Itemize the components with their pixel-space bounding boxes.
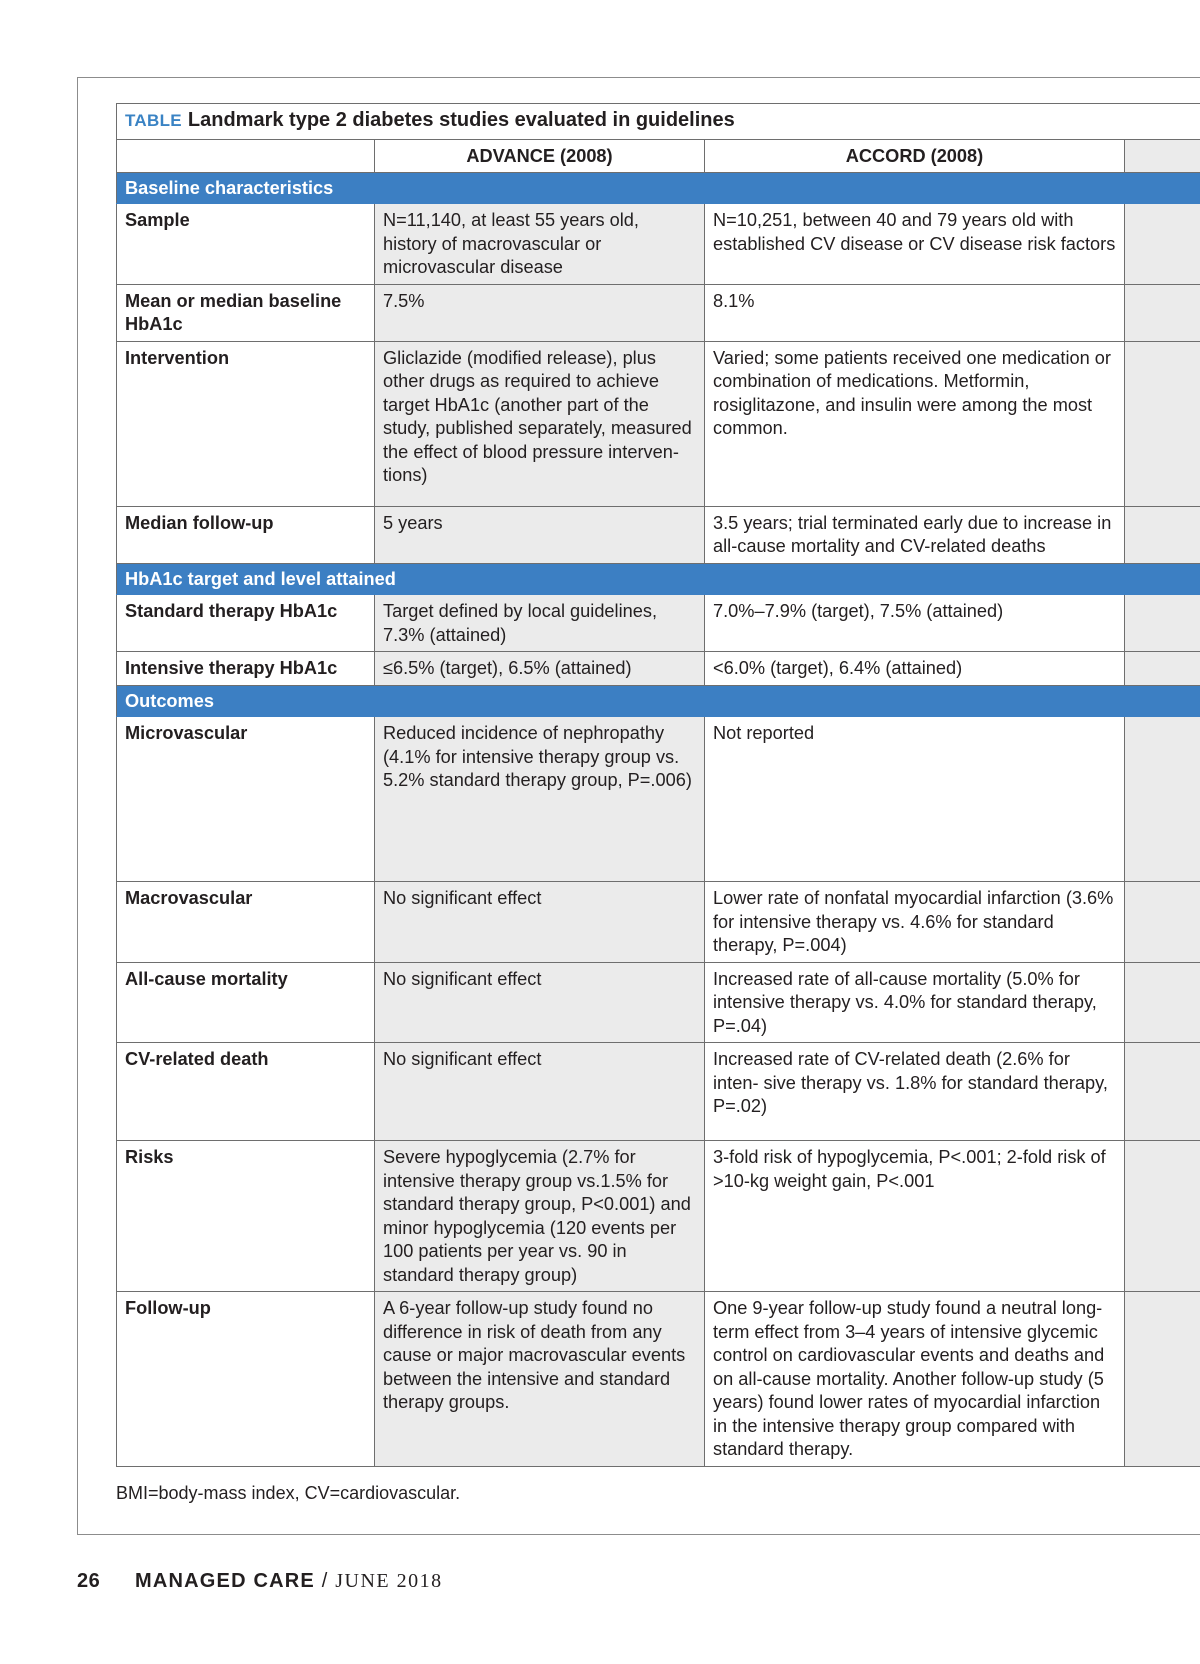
section-row — [117, 685, 1200, 717]
table-row — [117, 1141, 1200, 1292]
table-title-row — [117, 104, 1200, 140]
advance-cell: Target defined by local guidelines, 7.3% (attained) — [375, 595, 705, 652]
advance-cell: 5 years — [375, 506, 705, 563]
table-row — [117, 652, 1200, 686]
advance-cell: No significant effect — [375, 962, 705, 1043]
advance-cell: 7.5% — [375, 284, 705, 341]
table-footnote: BMI=body-mass index, CV=cardiovascular. — [116, 1483, 461, 1503]
extra-column-cell — [1125, 595, 1200, 652]
row-label: Intensive therapy HbA1c — [117, 652, 375, 686]
table-row — [117, 506, 1200, 563]
table-label: TABLE — [125, 111, 182, 130]
table-row — [117, 1043, 1200, 1141]
accord-cell: 8.1% — [705, 284, 1125, 341]
accord-cell: N=10,251, between 40 and 79 years old with established CV disease or CV disease risk factors — [705, 204, 1125, 285]
row-label: Macrovascular — [117, 882, 375, 963]
diabetes-studies-table — [116, 103, 1200, 1467]
table-row — [117, 204, 1200, 285]
table-row — [117, 341, 1200, 506]
column-header-advance: ADVANCE (2008) — [375, 140, 705, 173]
table-row — [117, 962, 1200, 1043]
advance-cell: Gliclazide (modified release), plus other drugs as required to achieve target HbA1c (another part of the study, published separately, measured the effect of blood pressure interven- tions) — [375, 341, 705, 506]
row-label: Risks — [117, 1141, 375, 1292]
row-label: Follow-up — [117, 1292, 375, 1467]
accord-cell: Increased rate of CV-related death (2.6% for inten- sive therapy vs. 1.8% for standard therapy, P=.02) — [705, 1043, 1125, 1141]
accord-cell: <6.0% (target), 6.4% (attained) — [705, 652, 1125, 686]
extra-column-cell — [1125, 1043, 1200, 1141]
extra-column-cell — [1125, 1292, 1200, 1467]
table-title — [117, 104, 1200, 140]
journal-issue: JUNE 2018 — [335, 1570, 443, 1592]
advance-cell: ≤6.5% (target), 6.5% (attained) — [375, 652, 705, 686]
column-header-blank — [117, 140, 375, 173]
row-label: Mean or median baseline HbA1c — [117, 284, 375, 341]
table-row — [117, 717, 1200, 882]
extra-column-cell — [1125, 341, 1200, 506]
table-row — [117, 882, 1200, 963]
table-title-text: Landmark type 2 diabetes studies evaluated in guidelines — [187, 109, 735, 131]
row-label: CV-related death — [117, 1043, 375, 1141]
page-number: 26 — [77, 1570, 101, 1592]
table-row — [117, 284, 1200, 341]
column-header-extra — [1125, 140, 1200, 173]
row-label: Standard therapy HbA1c — [117, 595, 375, 652]
accord-cell: Varied; some patients received one medication or combination of medications. Metformin, rosiglitazone, and insulin were among the most common. — [705, 341, 1125, 506]
row-label: Intervention — [117, 341, 375, 506]
extra-column-cell — [1125, 204, 1200, 285]
extra-column-cell — [1125, 962, 1200, 1043]
extra-column-cell — [1125, 284, 1200, 341]
row-label: Microvascular — [117, 717, 375, 882]
extra-column-cell — [1125, 882, 1200, 963]
accord-cell: Increased rate of all-cause mortality (5.0% for intensive therapy vs. 4.0% for standard therapy, P=.04) — [705, 962, 1125, 1043]
row-label: All-cause mortality — [117, 962, 375, 1043]
advance-cell: Severe hypoglycemia (2.7% for intensive therapy group vs.1.5% for standard therapy group, P<0.001) and minor hypoglycemia (120 events per 100 patients per year vs. 90 in standard therapy group) — [375, 1141, 705, 1292]
accord-cell: One 9-year follow-up study found a neutral long- term effect from 3–4 years of intensive glycemic control on cardiovascular events and deaths and on all-cause mortality. Another follow-up study (5 years) found lower rates of myocardial infarction in the intensive therapy group compared with standard therapy. — [705, 1292, 1125, 1467]
advance-cell: Reduced incidence of nephropathy (4.1% for intensive therapy group vs. 5.2% standard therapy group, P=.006) — [375, 717, 705, 882]
advance-cell: No significant effect — [375, 1043, 705, 1141]
extra-column-cell — [1125, 717, 1200, 882]
accord-cell: 3.5 years; trial terminated early due to increase in all-cause mortality and CV-related deaths — [705, 506, 1125, 563]
advance-cell: A 6-year follow-up study found no difference in risk of death from any cause or major macrovascular events between the intensive and standard therapy groups. — [375, 1292, 705, 1467]
row-label: Median follow-up — [117, 506, 375, 563]
advance-cell: N=11,140, at least 55 years old, history of macrovascular or microvascular disease — [375, 204, 705, 285]
extra-column-cell — [1125, 506, 1200, 563]
table-row — [117, 595, 1200, 652]
section-heading: Outcomes — [117, 685, 1200, 717]
accord-cell: 3-fold risk of hypoglycemia, P<.001; 2-fold risk of >10-kg weight gain, P<.001 — [705, 1141, 1125, 1292]
accord-cell: Not reported — [705, 717, 1125, 882]
accord-cell: 7.0%–7.9% (target), 7.5% (attained) — [705, 595, 1125, 652]
accord-cell: Lower rate of nonfatal myocardial infarction (3.6% for intensive therapy vs. 4.6% for standard therapy, P=.004) — [705, 882, 1125, 963]
row-label: Sample — [117, 204, 375, 285]
column-header-accord: ACCORD (2008) — [705, 140, 1125, 173]
section-row — [117, 172, 1200, 204]
section-heading: Baseline characteristics — [117, 172, 1200, 204]
journal-separator: / — [314, 1570, 336, 1592]
advance-cell: No significant effect — [375, 882, 705, 963]
journal-line — [135, 1570, 443, 1593]
journal-name: MANAGED CARE — [135, 1570, 315, 1592]
extra-column-cell — [1125, 1141, 1200, 1292]
extra-column-cell — [1125, 652, 1200, 686]
table-row — [117, 1292, 1200, 1467]
section-row — [117, 563, 1200, 595]
column-header-row — [117, 140, 1200, 173]
section-heading: HbA1c target and level attained — [117, 563, 1200, 595]
